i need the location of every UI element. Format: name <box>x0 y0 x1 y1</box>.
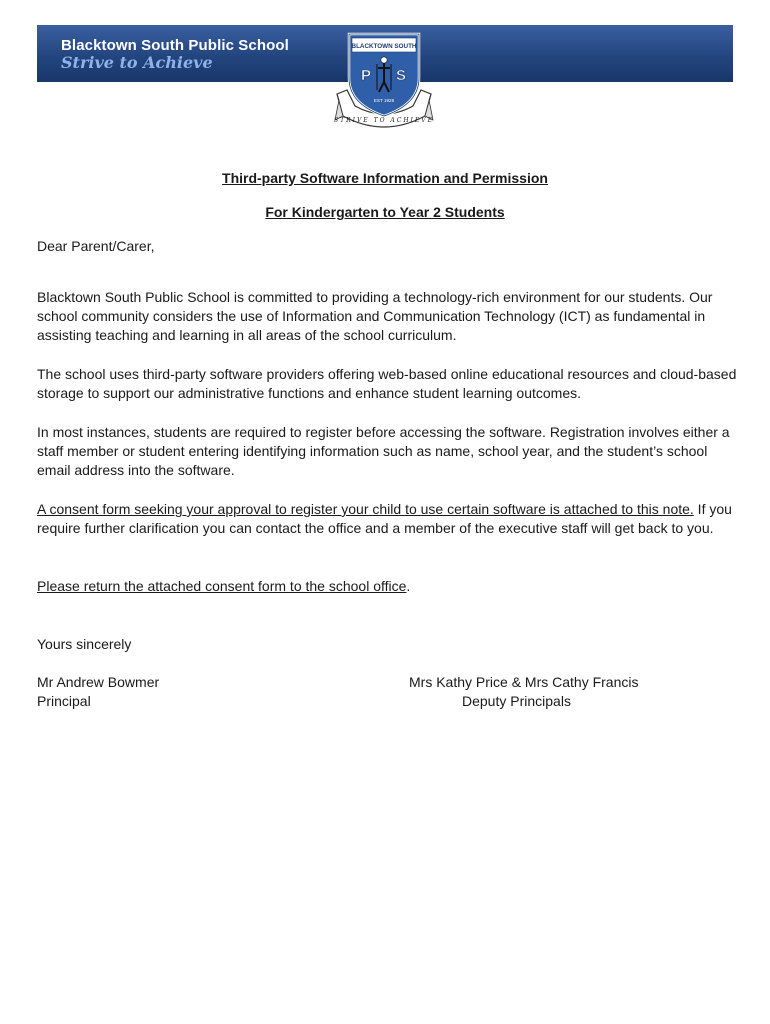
paragraph-consent <box>37 500 737 538</box>
crest-ribbon-text: STRIVE TO ACHIEVE <box>333 117 435 124</box>
document-subtitle: For Kindergarten to Year 2 Students <box>265 204 505 220</box>
signatory-1-title: Principal <box>37 693 91 709</box>
school-motto: Strive to Achieve <box>61 53 213 72</box>
school-name: Blacktown South Public School <box>61 37 289 54</box>
crest-top-text: BLACKTOWN SOUTH <box>351 43 417 50</box>
school-crest-logo <box>333 30 435 134</box>
paragraph-intro: Blacktown South Public School is committed to providing a technology-rich environment for our students. Our school community considers the use of Information and Communication Technology (ICT) as fundamental in assisting teaching and learning in all areas of the school curriculum. <box>37 289 713 344</box>
crest-letter-s: S <box>396 67 407 84</box>
paragraph-registration: In most instances, students are required to register before accessing the software. Registration involves either a staff member or student entering identifying information such as name, school year, and the student’s school email address into the software. <box>37 424 730 479</box>
consent-underlined-text: A consent form seeking your approval to register your child to use certain software is attached to this note. <box>37 501 694 517</box>
closing: Yours sincerely <box>37 636 132 652</box>
paragraph-return-form <box>37 577 737 596</box>
signatory-1-name: Mr Andrew Bowmer <box>37 674 160 690</box>
return-form-underlined-text: Please return the attached consent form to the school office <box>37 578 407 594</box>
consent-rest-text: If you require further clarification you can contact the office and a member of the executive staff will get back to you. <box>37 501 732 537</box>
crest-est-text: EST 1926 <box>373 98 395 103</box>
paragraph-software-providers: The school uses third-party software providers offering web-based online educational resources and cloud-based storage to support our administrative functions and enhance student learning outcomes. <box>37 366 737 402</box>
return-form-rest-text: . <box>406 578 411 594</box>
salutation: Dear Parent/Carer, <box>37 238 155 254</box>
signatory-2-name: Mrs Kathy Price & Mrs Cathy Francis <box>409 674 639 690</box>
crest-letter-p: P <box>361 67 372 84</box>
signatory-2-title: Deputy Principals <box>462 693 571 709</box>
document-title: Third-party Software Information and Permission <box>222 170 548 186</box>
